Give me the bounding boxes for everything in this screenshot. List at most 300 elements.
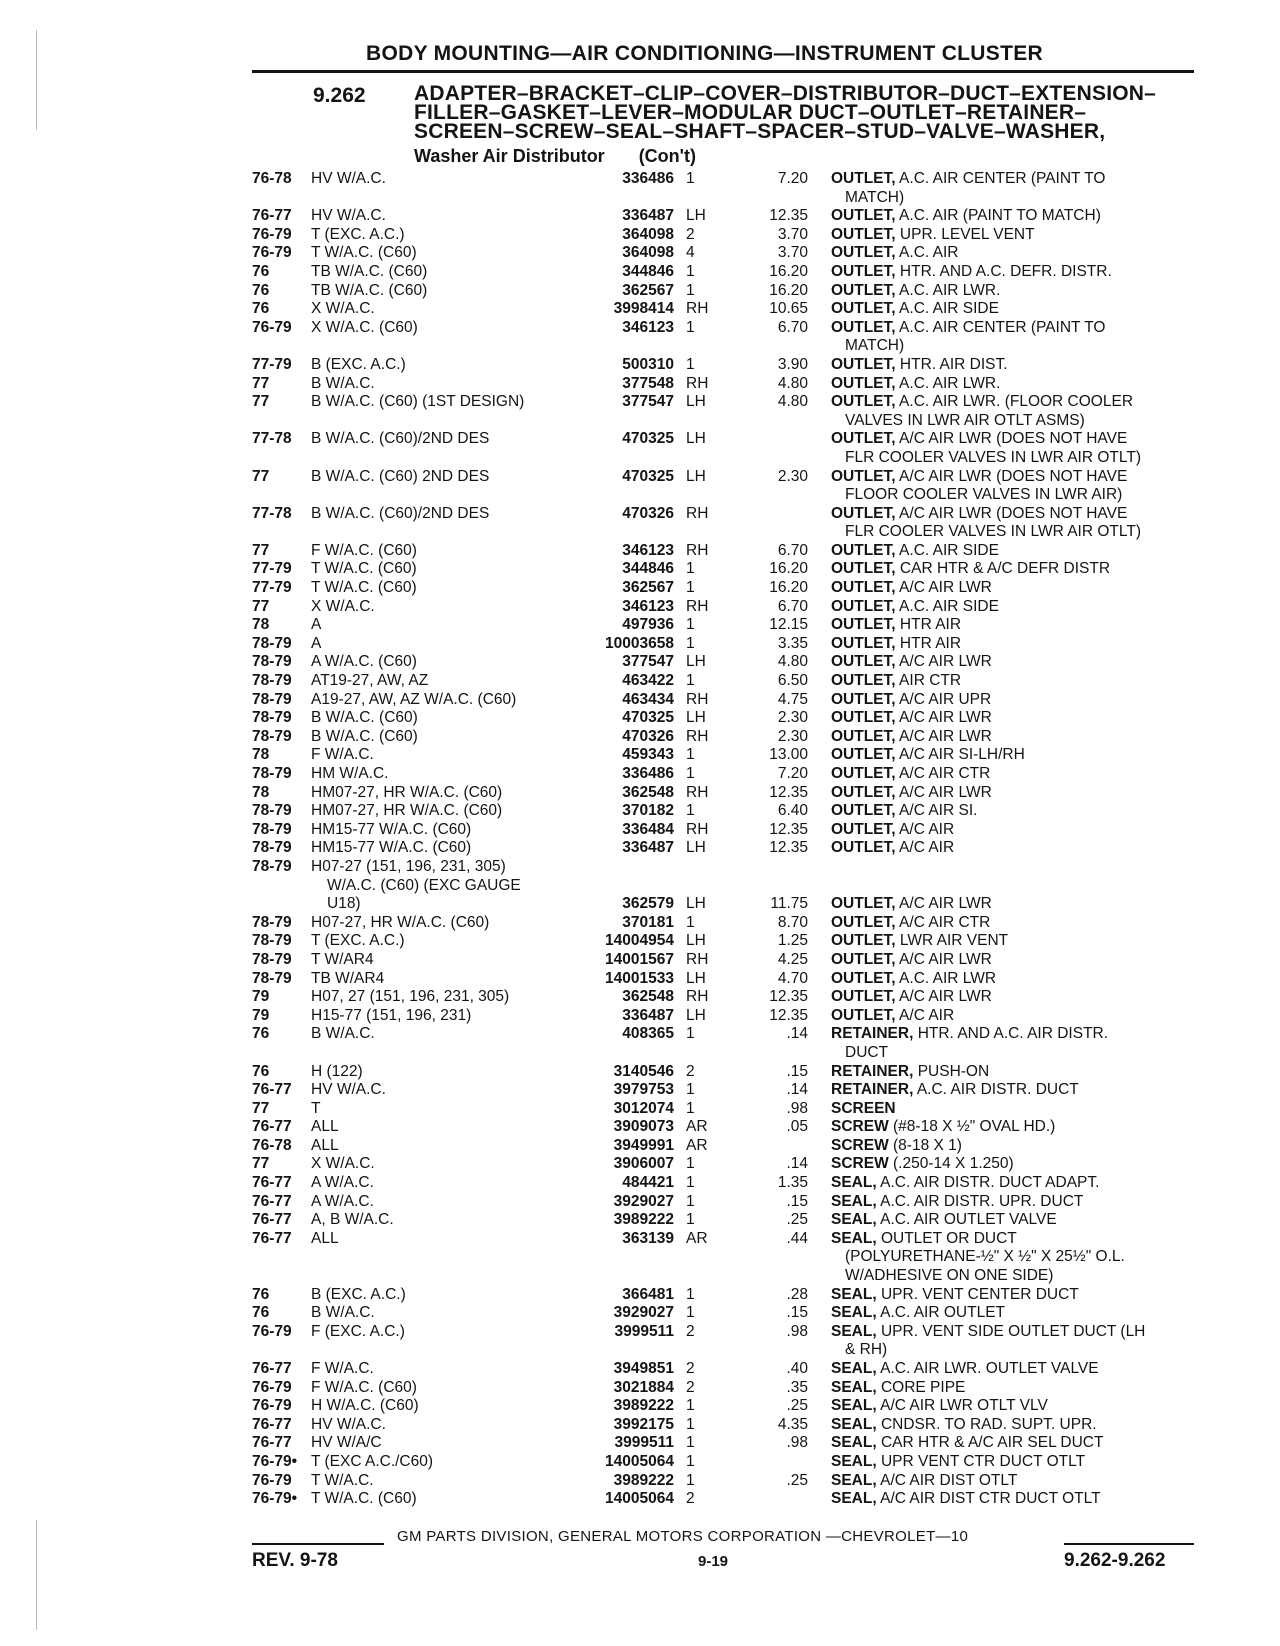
description-line	[831, 1304, 1193, 1323]
price: .25	[786, 1211, 808, 1229]
part-number: 497936	[622, 616, 674, 634]
model-code: B W/A.C. (C60)	[311, 709, 418, 727]
model-year: 76-79	[252, 1322, 292, 1340]
part-description	[831, 802, 1193, 821]
model-line: H07-27 (151, 196, 231, 305)	[311, 857, 506, 875]
description-text: CAR HTR & A/C DEFR DISTR	[899, 560, 1111, 578]
model-year: 78-79	[252, 820, 292, 838]
part-number: 3979753	[613, 1081, 674, 1099]
model-code: B W/A.C.	[311, 374, 375, 392]
part-row	[0, 709, 1280, 728]
part-description	[831, 1490, 1193, 1509]
part-row	[0, 244, 1280, 263]
model-code: H07-27, HR W/A.C. (C60)	[311, 913, 490, 931]
quantity: RH	[686, 374, 709, 392]
model-year: 76-79	[252, 1471, 292, 1489]
model-line: W/A.C. (C60) (EXC GAUGE	[327, 876, 521, 894]
model-code: F W/A.C. (C60)	[311, 541, 417, 559]
part-name: OUTLET,	[831, 170, 896, 187]
model-code: HV W/A.C.	[311, 1415, 386, 1433]
description-text: A.C. AIR LWR. (FLOOR COOLER	[899, 393, 1134, 411]
part-row	[0, 1118, 1280, 1137]
description-text: HTR. AIR DIST.	[899, 355, 1008, 373]
description-line	[831, 1063, 1193, 1082]
part-name: SCREW	[831, 1118, 889, 1136]
part-description	[831, 170, 1193, 207]
description-text: A/C AIR DIST CTR DUCT OTLT	[880, 1490, 1101, 1508]
model-code: HV W/A.C.	[311, 207, 386, 225]
part-description	[831, 765, 1193, 784]
model-year: 76	[252, 1304, 270, 1322]
part-name: OUTLET,	[831, 300, 896, 318]
part-description	[831, 430, 1193, 467]
quantity: 1	[686, 802, 695, 820]
model-year: 78-79	[252, 839, 292, 857]
description-line	[831, 1490, 1193, 1509]
price: 4.80	[777, 393, 808, 411]
part-number: 14005064	[605, 1490, 674, 1508]
description-text: HTR AIR	[899, 616, 962, 634]
part-number: 3929027	[613, 1304, 674, 1322]
model-code: H (122)	[311, 1062, 363, 1080]
part-description	[831, 728, 1193, 747]
description-line	[831, 356, 1193, 375]
price: 16.20	[769, 579, 808, 597]
description-line	[831, 784, 1193, 803]
part-number: 3012074	[613, 1099, 674, 1117]
description-text: A/C AIR CTR	[899, 913, 991, 931]
description-line	[831, 1453, 1193, 1472]
model-year: 79	[252, 988, 270, 1006]
part-number: 3989222	[613, 1397, 674, 1415]
quantity: 1	[686, 672, 695, 690]
part-row	[0, 1193, 1280, 1212]
price: 7.20	[777, 170, 808, 187]
model-code: B (EXC. A.C.)	[311, 355, 406, 373]
model-code: A W/A.C.	[311, 1192, 374, 1210]
model-code: H W/A.C. (C60)	[311, 1397, 419, 1415]
model-year: 76-77	[252, 1211, 292, 1229]
part-row	[0, 207, 1280, 226]
part-row	[0, 821, 1280, 840]
part-name: OUTLET,	[831, 950, 896, 968]
part-description	[831, 821, 1193, 840]
part-row	[0, 505, 1280, 542]
model-year: 76-79	[252, 1397, 292, 1415]
part-description	[831, 1174, 1193, 1193]
part-description	[831, 375, 1193, 394]
revision-label: REV. 9-78	[252, 1550, 338, 1571]
model-code: A	[311, 634, 322, 652]
part-description	[831, 1100, 1193, 1119]
part-name: OUTLET,	[831, 1006, 896, 1024]
part-description	[831, 839, 1193, 858]
model-year: 76-79	[252, 244, 292, 262]
description-text: (#8-18 X ½" OVAL HD.)	[893, 1118, 1056, 1136]
description-line: FLR COOLER VALVES IN LWR AIR OTLT)	[845, 448, 1141, 466]
part-row	[0, 226, 1280, 245]
quantity: 2	[686, 1378, 695, 1396]
description-line	[831, 746, 1193, 765]
price: .15	[786, 1304, 808, 1322]
part-row	[0, 914, 1280, 933]
model-code: B W/A.C.	[311, 1304, 375, 1322]
part-number: 14001567	[605, 950, 674, 968]
description-text: A/C AIR LWR	[899, 950, 992, 968]
part-row	[0, 746, 1280, 765]
part-number: 377547	[622, 393, 674, 411]
part-row	[0, 1211, 1280, 1230]
price: 1.35	[777, 1174, 808, 1192]
part-name: OUTLET,	[831, 225, 896, 243]
description-text: A/C AIR LWR	[899, 895, 992, 913]
part-row	[0, 1063, 1280, 1082]
model-year: 76-77	[252, 1081, 292, 1099]
part-row	[0, 282, 1280, 301]
description-text: (8-18 X 1)	[893, 1136, 962, 1154]
part-row	[0, 1434, 1280, 1453]
description-text: A/C AIR SI-LH/RH	[899, 746, 1025, 764]
description-line	[831, 653, 1193, 672]
quantity: 1	[686, 1434, 695, 1452]
model-code: T W/A.C. (C60)	[311, 560, 417, 578]
part-number: 346123	[622, 541, 674, 559]
part-row	[0, 430, 1280, 467]
quantity: RH	[686, 690, 709, 708]
part-number: 364098	[622, 244, 674, 262]
scan-margin-mark	[36, 30, 37, 130]
model-code: H07, 27 (151, 196, 231, 305)	[311, 988, 510, 1006]
quantity: 1	[686, 1304, 695, 1322]
part-number: 3906007	[613, 1155, 674, 1173]
description-line	[831, 1323, 1193, 1342]
part-description	[831, 560, 1193, 579]
part-name: SEAL,	[831, 1397, 877, 1415]
part-description	[831, 672, 1193, 691]
price: .98	[786, 1322, 808, 1340]
description-text: A/C AIR LWR	[899, 653, 992, 671]
model-year: 78-79	[252, 690, 292, 708]
section-subtitle-text: Washer Air Distributor	[414, 146, 605, 166]
quantity: 1	[686, 1453, 695, 1470]
part-name: OUTLET,	[831, 616, 896, 634]
model-year: 77-78	[252, 430, 292, 448]
description-text: CAR HTR & A/C AIR SEL DUCT	[880, 1434, 1104, 1452]
part-description	[831, 1379, 1193, 1398]
description-line	[831, 319, 1193, 338]
price: 3.70	[777, 244, 808, 262]
part-row	[0, 542, 1280, 561]
description-text: A.C. AIR LWR. OUTLET VALVE	[880, 1360, 1099, 1378]
quantity: LH	[686, 932, 706, 950]
price: 3.90	[777, 355, 808, 373]
price: .14	[786, 1081, 808, 1099]
part-name: OUTLET,	[831, 355, 896, 373]
part-number: 408365	[622, 1025, 674, 1043]
description-text: A/C AIR DIST OTLT	[880, 1471, 1018, 1489]
part-description	[831, 1323, 1193, 1360]
model-year: 76-78	[252, 170, 292, 187]
model-code: X W/A.C.	[311, 597, 375, 615]
quantity: 2	[686, 225, 695, 243]
quantity: 1	[686, 170, 695, 187]
model-code: X W/A.C.	[311, 1155, 375, 1173]
part-name: OUTLET,	[831, 560, 896, 578]
price: 4.25	[777, 950, 808, 968]
part-name: SEAL,	[831, 1360, 877, 1378]
price: .98	[786, 1099, 808, 1117]
part-description	[831, 1155, 1193, 1174]
part-number: 370181	[622, 913, 674, 931]
part-description	[831, 1416, 1193, 1435]
description-line: VALVES IN LWR AIR OTLT ASMS)	[845, 411, 1085, 429]
price: .25	[786, 1471, 808, 1489]
model-year: 77	[252, 374, 270, 392]
description-text: A/C AIR LWR	[899, 727, 992, 745]
part-number: 14004954	[605, 932, 674, 950]
model-code: X W/A.C.	[311, 300, 375, 318]
footer-division: GM PARTS DIVISION, GENERAL MOTORS CORPORATION —CHEVROLET—10	[397, 1528, 969, 1545]
description-text: A/C AIR CTR	[899, 765, 991, 782]
quantity: 1	[686, 765, 695, 782]
part-row	[0, 1453, 1280, 1472]
part-number: 3999511	[614, 1434, 674, 1452]
part-row	[0, 616, 1280, 635]
price: 12.35	[769, 820, 808, 838]
description-line	[831, 1379, 1193, 1398]
model-year: 76	[252, 1062, 270, 1080]
model-year: 78-79	[252, 932, 292, 950]
model-year: 77	[252, 1099, 270, 1117]
price: 4.80	[777, 653, 808, 671]
price: .28	[786, 1285, 808, 1303]
quantity: AR	[686, 1118, 708, 1136]
description-text: A/C AIR LWR (DOES NOT HAVE	[899, 504, 1128, 522]
quantity: 1	[686, 1471, 695, 1489]
model-year: 77-79	[252, 560, 292, 578]
model-code: TB W/AR4	[311, 969, 385, 987]
part-name: SEAL,	[831, 1174, 877, 1192]
part-number: 3909073	[613, 1118, 674, 1136]
model-code: A W/A.C.	[311, 1174, 374, 1192]
model-year: 78-79	[252, 950, 292, 968]
part-row	[0, 1472, 1280, 1491]
part-row	[0, 970, 1280, 989]
description-line	[831, 170, 1193, 189]
model-year: 76-79•	[252, 1490, 298, 1508]
model-code: HM07-27, HR W/A.C. (C60)	[311, 802, 503, 820]
price: .35	[786, 1378, 808, 1396]
description-line	[831, 1155, 1193, 1174]
price: 6.70	[777, 318, 808, 336]
quantity: 1	[686, 1025, 695, 1043]
model-year: 76	[252, 1285, 270, 1303]
quantity: 1	[686, 913, 695, 931]
description-line	[831, 1211, 1193, 1230]
part-number: 3999511	[614, 1322, 674, 1340]
model-year: 76-77	[252, 1118, 292, 1136]
part-description	[831, 709, 1193, 728]
price: .14	[786, 1025, 808, 1043]
part-number: 14005064	[605, 1453, 674, 1470]
model-year: 78-79	[252, 727, 292, 745]
part-description	[831, 1453, 1193, 1472]
price: .15	[786, 1192, 808, 1210]
price: .44	[786, 1229, 808, 1247]
section-title-line: SCREEN–SCREW–SEAL–SHAFT–SPACER–STUD–VALVE–WASHER,	[414, 120, 1106, 143]
model-code: A, B W/A.C.	[311, 1211, 394, 1229]
part-row	[0, 319, 1280, 356]
price: 12.35	[769, 839, 808, 857]
description-text: A.C. AIR	[899, 244, 959, 262]
part-description	[831, 300, 1193, 319]
price: 4.70	[777, 969, 808, 987]
part-name: OUTLET,	[831, 653, 896, 671]
price: 6.40	[777, 802, 808, 820]
part-number: 362548	[622, 783, 674, 801]
part-name: OUTLET,	[831, 597, 896, 615]
part-name: OUTLET,	[831, 374, 896, 392]
part-number: 364098	[622, 225, 674, 243]
price: 16.20	[769, 560, 808, 578]
price: 3.35	[777, 634, 808, 652]
description-text: A.C. AIR CENTER (PAINT TO	[899, 170, 1106, 187]
description-text: A/C AIR LWR (DOES NOT HAVE	[899, 467, 1128, 485]
description-text: A/C AIR LWR	[899, 988, 992, 1006]
description-line	[831, 1081, 1193, 1100]
quantity: LH	[686, 207, 706, 225]
part-row	[0, 653, 1280, 672]
price: .15	[786, 1062, 808, 1080]
model-code: B W/A.C. (C60) (1ST DESIGN)	[311, 393, 525, 411]
part-name: OUTLET,	[831, 932, 896, 950]
part-description	[831, 1025, 1193, 1062]
part-description	[831, 282, 1193, 301]
description-line	[831, 598, 1193, 617]
part-description	[831, 970, 1193, 989]
price: 6.70	[777, 597, 808, 615]
part-description	[831, 263, 1193, 282]
description-line	[831, 895, 1193, 914]
description-line	[831, 1193, 1193, 1212]
part-row	[0, 1007, 1280, 1026]
part-name: OUTLET,	[831, 318, 896, 336]
part-name: RETAINER,	[831, 1062, 914, 1080]
quantity: 1	[686, 1099, 695, 1117]
model-code: HM15-77 W/A.C. (C60)	[311, 820, 472, 838]
part-row	[0, 1230, 1280, 1286]
part-row	[0, 691, 1280, 710]
part-row	[0, 356, 1280, 375]
model-year: 78-79	[252, 709, 292, 727]
price: 12.35	[769, 207, 808, 225]
model-year: 76	[252, 1025, 270, 1043]
quantity: 1	[686, 262, 695, 280]
part-number: 3989222	[613, 1471, 674, 1489]
description-text: A/C AIR LWR (DOES NOT HAVE	[899, 430, 1128, 448]
price: 4.80	[777, 374, 808, 392]
part-description	[831, 1007, 1193, 1026]
price: .40	[786, 1360, 808, 1378]
part-description	[831, 207, 1193, 226]
price: 2.30	[777, 727, 808, 745]
description-text: A.C. AIR SIDE	[899, 541, 999, 559]
description-line	[831, 1360, 1193, 1379]
part-number: 3021884	[613, 1378, 674, 1396]
part-number: 459343	[622, 746, 674, 764]
model-year: 76-78	[252, 1136, 292, 1154]
part-number: 344846	[622, 262, 674, 280]
quantity: 1	[686, 616, 695, 634]
model-code: ALL	[311, 1118, 339, 1136]
part-number: 366481	[622, 1285, 674, 1303]
part-row	[0, 784, 1280, 803]
part-description	[831, 1137, 1193, 1156]
model-code: H15-77 (151, 196, 231)	[311, 1006, 472, 1024]
model-year: 77	[252, 597, 270, 615]
quantity: AR	[686, 1136, 708, 1154]
description-line	[831, 765, 1193, 784]
part-row	[0, 1379, 1280, 1398]
description-line	[831, 1230, 1193, 1249]
model-year: 78-79	[252, 672, 292, 690]
part-number: 336487	[622, 207, 674, 225]
description-text: LWR AIR VENT	[899, 932, 1009, 950]
description-line	[831, 300, 1193, 319]
part-row	[0, 263, 1280, 282]
description-line	[831, 1286, 1193, 1305]
quantity: 2	[686, 1322, 695, 1340]
description-line: W/ADHESIVE ON ONE SIDE)	[845, 1267, 1054, 1285]
model-year: 76	[252, 281, 270, 299]
part-description	[831, 598, 1193, 617]
part-row	[0, 1025, 1280, 1062]
description-text: A/C AIR LWR	[899, 709, 992, 727]
model-year: 77	[252, 467, 270, 485]
description-text: A/C AIR LWR OTLT VLV	[880, 1397, 1048, 1415]
model-code: X W/A.C. (C60)	[311, 318, 418, 336]
part-description	[831, 542, 1193, 561]
description-line	[831, 1100, 1193, 1119]
description-text: A.C. AIR OUTLET	[880, 1304, 1005, 1322]
description-line	[831, 1416, 1193, 1435]
description-line	[831, 839, 1193, 858]
description-line	[831, 560, 1193, 579]
section-subtitle	[414, 146, 696, 167]
part-name: SEAL,	[831, 1211, 877, 1229]
part-number: 336486	[622, 170, 674, 187]
description-line	[831, 542, 1193, 561]
part-name: SEAL,	[831, 1304, 877, 1322]
part-name: OUTLET,	[831, 746, 896, 764]
part-name: SEAL,	[831, 1453, 877, 1470]
model-year: 76-77	[252, 1229, 292, 1247]
part-name: OUTLET,	[831, 634, 896, 652]
quantity: 1	[686, 1081, 695, 1099]
part-description	[831, 1211, 1193, 1230]
description-line: MATCH)	[845, 337, 905, 355]
part-description	[831, 951, 1193, 970]
part-name: OUTLET,	[831, 969, 896, 987]
model-code: ALL	[311, 1136, 339, 1154]
part-number: 463434	[622, 690, 674, 708]
model-line: U18)	[327, 895, 361, 913]
part-row	[0, 951, 1280, 970]
description-line	[831, 207, 1193, 226]
description-text: A.C. AIR LWR.	[899, 281, 1001, 299]
description-text: A/C AIR	[899, 820, 955, 838]
model-code: HM15-77 W/A.C. (C60)	[311, 839, 472, 857]
